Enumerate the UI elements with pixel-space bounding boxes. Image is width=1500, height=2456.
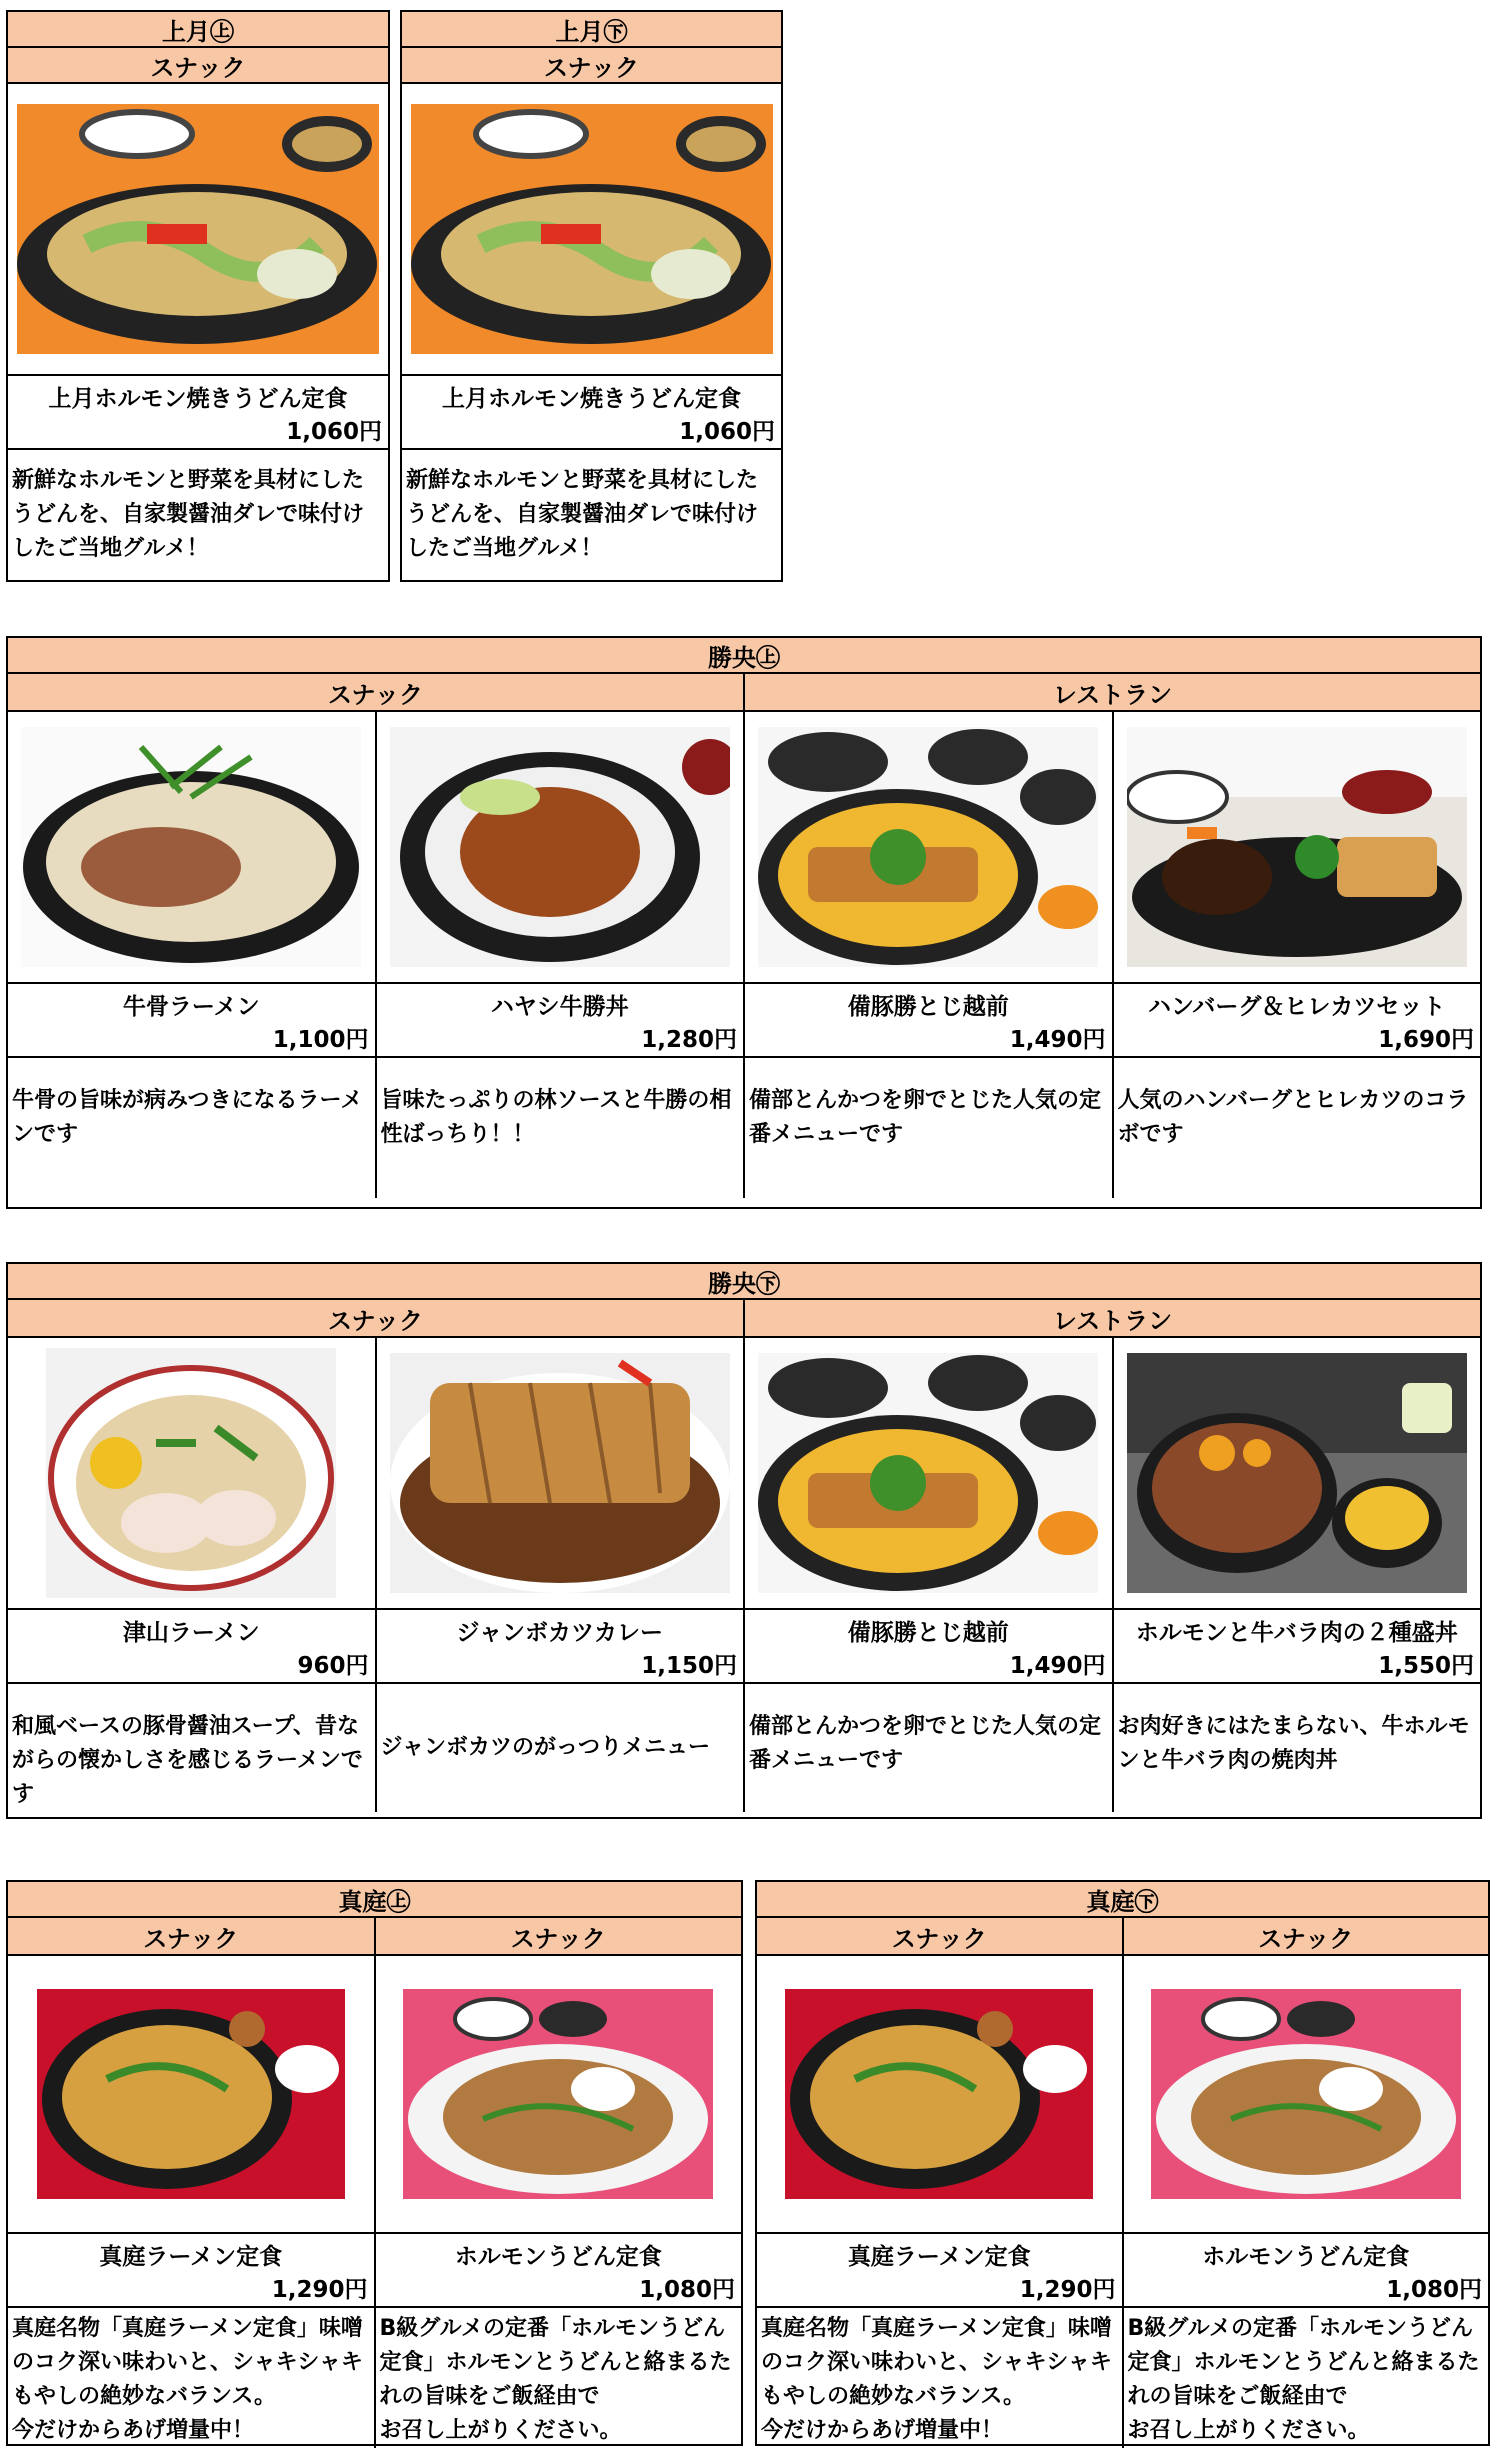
menu-item <box>1112 712 1481 1198</box>
item-description: ジャンボカツのがっつりメニュー <box>380 1735 711 1760</box>
food-photo <box>745 1338 1112 1610</box>
food-photo <box>402 84 781 376</box>
menu-item <box>8 712 375 1198</box>
item-price: 1,060円 <box>402 413 781 450</box>
food-photo <box>8 712 375 984</box>
item-description: 新鮮なホルモンと野菜を具材にしたうどんを、自家製醤油ダレで味付けしたご当地グルメ！ <box>406 468 759 561</box>
food-photo <box>376 1956 742 2234</box>
menu-item <box>375 1338 744 1812</box>
area-label-restaurant: レストラン <box>743 1300 1480 1336</box>
area-label-snack: スナック <box>891 1924 987 1953</box>
item-description: 新鮮なホルモンと野菜を具材にしたうどんを、自家製醤油ダレで味付けしたご当地グルメ！ <box>12 468 365 561</box>
item-price: 1,080円 <box>376 2271 742 2308</box>
item-name: ホルモンと牛バラ肉の２種盛丼 <box>1135 1620 1458 1646</box>
area-label-snack: スナック <box>327 680 424 709</box>
menu-item <box>8 1956 374 2448</box>
item-description: 備部とんかつを卵でとじた人気の定番メニューです <box>749 1714 1102 1773</box>
food-photo <box>377 1338 744 1610</box>
maniwa-up-block <box>6 1880 743 2446</box>
item-price: 1,150円 <box>377 1647 744 1684</box>
block-title: 真庭㊤ <box>8 1882 741 1918</box>
food-photo <box>757 1956 1122 2234</box>
kozuki-down-block <box>400 10 783 582</box>
item-price: 1,290円 <box>8 2271 374 2308</box>
food-photo <box>745 712 1112 984</box>
item-name: 上月ホルモン焼きうどん定食 <box>48 386 348 412</box>
area-label-snack: スナック <box>143 1924 239 1953</box>
item-name: 津山ラーメン <box>122 1620 260 1646</box>
item-description: 備部とんかつを卵でとじた人気の定番メニューです <box>749 1088 1102 1147</box>
item-description: 真庭名物「真庭ラーメン定食」味噌のコク深い味わいと、シャキシャキもやしの絶妙なバランス。 今だけからあげ増量中！ <box>12 2316 363 2443</box>
item-price: 1,490円 <box>745 1021 1112 1058</box>
food-photo <box>1114 1338 1481 1610</box>
menu-item <box>743 1338 1112 1812</box>
menu-item <box>375 712 744 1198</box>
item-price: 1,490円 <box>745 1647 1112 1684</box>
food-photo <box>1114 712 1481 984</box>
block-title: 勝央㊤ <box>8 638 1480 674</box>
area-label-snack: スナック <box>327 1306 424 1335</box>
block-title: 上月㊦ <box>402 12 781 48</box>
shoo-up-block <box>6 636 1482 1209</box>
item-description: 旨味たっぷりの林ソースと牛勝の相性ばっちり！！ <box>380 1088 732 1147</box>
food-photo <box>1124 1956 1489 2234</box>
item-description: お肉好きにはたまらない、牛ホルモンと牛バラ肉の焼肉丼 <box>1117 1714 1470 1773</box>
menu-item <box>8 1338 375 1812</box>
maniwa-down-block <box>755 1880 1490 2446</box>
food-photo <box>8 84 388 376</box>
item-description: B級グルメの定番「ホルモンうどん定食」ホルモンとうどんと絡まるたれの旨味をご飯経由で お召し上がりください。 <box>379 2316 732 2443</box>
item-name: ホルモンうどん定食 <box>1202 2244 1410 2270</box>
item-price: 960円 <box>8 1647 375 1684</box>
item-price: 1,550円 <box>1114 1647 1481 1684</box>
item-price: 1,690円 <box>1114 1021 1481 1058</box>
item-name: ジャンボカツカレー <box>456 1620 664 1646</box>
item-name: 備豚勝とじ越前 <box>847 994 1009 1020</box>
area-label-snack: スナック <box>374 1918 742 1954</box>
item-description: 人気のハンバーグとヒレカツのコラボです <box>1117 1088 1469 1147</box>
item-name: ハヤシ牛勝丼 <box>490 994 629 1020</box>
area-label: スナック <box>8 48 388 84</box>
block-title: 勝央㊦ <box>8 1264 1480 1300</box>
item-price: 1,100円 <box>8 1021 375 1058</box>
menu-item <box>374 1956 742 2448</box>
item-name: ハンバーグ＆ヒレカツセット <box>1148 994 1446 1020</box>
block-title: 真庭㊦ <box>757 1882 1488 1918</box>
item-description: 真庭名物「真庭ラーメン定食」味噌のコク深い味わいと、シャキシャキもやしの絶妙なバランス。 今だけからあげ増量中！ <box>761 2316 1112 2443</box>
area-label-snack: スナック <box>1122 1918 1489 1954</box>
item-price: 1,080円 <box>1124 2271 1489 2308</box>
item-name: 真庭ラーメン定食 <box>847 2244 1031 2270</box>
item-name: 牛骨ラーメン <box>122 994 260 1020</box>
food-photo <box>8 1956 374 2234</box>
item-price: 1,290円 <box>757 2271 1122 2308</box>
item-name: ホルモンうどん定食 <box>454 2244 662 2270</box>
shoo-down-block <box>6 1262 1482 1819</box>
kozuki-up-block <box>6 10 390 582</box>
item-description: 牛骨の旨味が病みつきになるラーメンです <box>12 1088 363 1147</box>
item-price: 1,280円 <box>377 1021 744 1058</box>
item-name: 上月ホルモン焼きうどん定食 <box>442 386 741 412</box>
area-label-restaurant: レストラン <box>743 674 1480 710</box>
menu-item <box>1112 1338 1481 1812</box>
item-description: B級グルメの定番「ホルモンうどん定食」ホルモンとうどんと絡まるたれの旨味をご飯経由で お召し上がりください。 <box>1127 2316 1480 2443</box>
area-label: スナック <box>402 48 781 84</box>
food-photo <box>377 712 744 984</box>
item-price: 1,060円 <box>8 413 388 450</box>
block-title: 上月㊤ <box>8 12 388 48</box>
menu-item <box>757 1956 1122 2448</box>
food-photo <box>8 1338 375 1610</box>
item-name: 真庭ラーメン定食 <box>99 2244 283 2270</box>
item-description: 和風ベースの豚骨醤油スープ、昔ながらの懐かしさを感じるラーメンです <box>12 1714 363 1807</box>
menu-item <box>1122 1956 1489 2448</box>
item-name: 備豚勝とじ越前 <box>847 1620 1009 1646</box>
menu-item <box>743 712 1112 1198</box>
